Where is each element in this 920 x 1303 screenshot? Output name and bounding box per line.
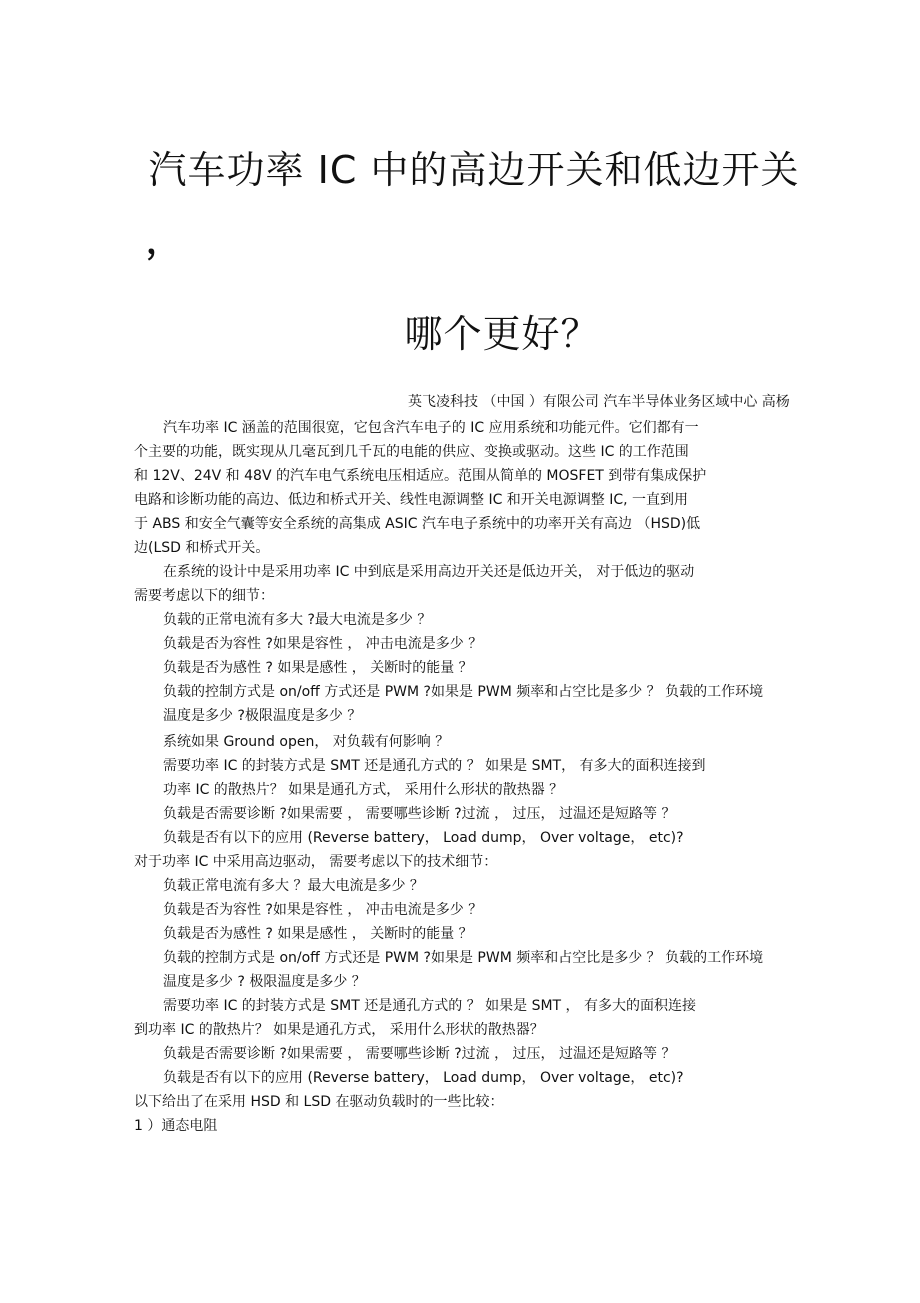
paragraph-line: 电路和诊断功能的高边、低边和桥式开关、线性电源调整 IC 和开关电源调整 IC, 一直到用	[134, 492, 689, 508]
paragraph-line: 以下给出了在采用 HSD 和 LSD 在驱动负载时的一些比较：	[134, 1094, 504, 1110]
paragraph-line: 需要考虑以下的细节：	[134, 588, 274, 604]
list-item: 到功率 IC 的散热片？ 如果是通孔方式， 采用什么形状的散热器？	[134, 1022, 544, 1038]
list-item: 温度是多少 ? 极限温度是多少 ？	[163, 974, 366, 990]
paragraph-line: 汽车功率 IC 涵盖的范围很宽，它包含汽车电子的 IC 应用系统和功能元件。它们都有一	[163, 420, 699, 436]
list-item: 系统如果 Ground open， 对负载有何影响 ？	[163, 734, 450, 750]
list-item: 需要功率 IC 的封装方式是 SMT 还是通孔方式的 ？ 如果是 SMT， 有多大的面积连接到	[163, 758, 706, 774]
list-item: 负载是否有以下的应用 (Reverse battery， Load dump， Over voltage， etc)?	[163, 1070, 684, 1086]
list-item: 负载是否为容性 ?如果是容性 ， 冲击电流是多少 ？	[163, 902, 483, 918]
list-item: 负载是否需要诊断 ?如果需要 ， 需要哪些诊断 ?过流 ， 过压， 过温还是短路等 ？	[163, 806, 676, 822]
list-item: 负载正常电流有多大 ？最大电流是多少 ？	[163, 878, 424, 894]
list-item: 负载是否为感性 ? 如果是感性 ， 关断时的能量 ？	[163, 926, 473, 942]
section-heading: 1 ）通态电阻	[134, 1118, 218, 1134]
paragraph-line: 边(LSD 和桥式开关。	[134, 540, 270, 556]
list-item: 功率 IC 的散热片？ 如果是通孔方式， 采用什么形状的散热器 ？	[163, 782, 564, 798]
list-item: 负载的控制方式是 on/off 方式还是 PWM ?如果是 PWM 频率和占空比是多少 ？ 负载的工作环境	[163, 684, 764, 700]
list-item: 需要功率 IC 的封装方式是 SMT 还是通孔方式的 ？ 如果是 SMT ， 有多大的面积连接	[163, 998, 696, 1014]
list-item: 负载是否有以下的应用 (Reverse battery， Load dump， Over voltage， etc)?	[163, 830, 684, 846]
paragraph-line: 于 ABS 和安全气囊等安全系统的高集成 ASIC 汽车电子系统中的功率开关有高边 （HSD)低	[134, 516, 701, 532]
list-item: 负载是否为容性 ?如果是容性 ， 冲击电流是多少 ？	[163, 636, 483, 652]
list-item: 负载的正常电流有多大 ?最大电流是多少 ？	[163, 612, 432, 628]
list-item: 温度是多少 ?极限温度是多少 ？	[163, 708, 362, 724]
title-line-1: 汽车功率 IC 中的高边开关和低边开关	[148, 148, 800, 192]
author-line: 英飞凌科技 （中国 ）有限公司 汽车半导体业务区域中心 高杨	[408, 394, 790, 410]
list-item: 负载的控制方式是 on/off 方式还是 PWM ?如果是 PWM 频率和占空比是多少 ？ 负载的工作环境	[163, 950, 764, 966]
paragraph-line: 对于功率 IC 中采用高边驱动， 需要考虑以下的技术细节：	[134, 854, 498, 870]
paragraph-line: 个主要的功能，既实现从几毫瓦到几千瓦的电能的供应、变换或驱动。这些 IC 的工作范围	[134, 444, 689, 460]
list-item: 负载是否为感性 ? 如果是感性 ， 关断时的能量 ？	[163, 660, 473, 676]
paragraph-line: 和 12V、24V 和 48V 的汽车电气系统电压相适应。范围从简单的 MOSFET 到带有集成保护	[134, 468, 707, 484]
paragraph-line: 在系统的设计中是采用功率 IC 中到底是采用高边开关还是低边开关， 对于低边的驱动	[163, 564, 695, 580]
list-item: 负载是否需要诊断 ?如果需要 ， 需要哪些诊断 ?过流 ， 过压， 过温还是短路等 ？	[163, 1046, 676, 1062]
title-comma: ，	[146, 222, 180, 262]
title-line-2: 哪个更好？	[404, 312, 600, 356]
